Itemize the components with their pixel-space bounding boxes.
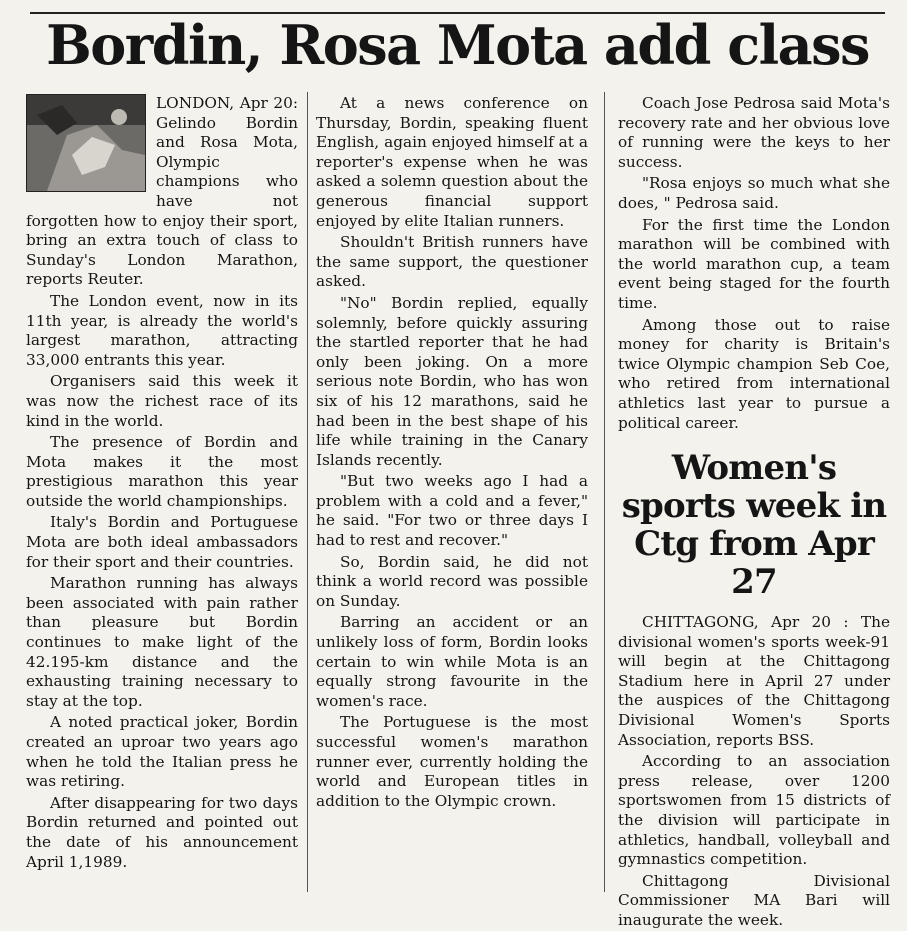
paragraph: "Rosa enjoys so much what she does, " Pedrosa said. bbox=[618, 174, 890, 212]
paragraph: CHITTAGONG, Apr 20 : The divisional women's sports week-91 will begin at the Chittagong Stadium here in April 27 under the auspices of the Chittagong Divisional Women's Sports Association, reports BSS. bbox=[618, 613, 890, 749]
column-rule bbox=[604, 92, 605, 892]
column-1 bbox=[26, 94, 298, 914]
column-rule bbox=[307, 92, 308, 892]
paragraph: LONDON, Apr 20: Gelindo Bordin and Rosa Mota, Olympic champions who have not forgotten how to enjoy their sport, bring an extra touch of class to Sunday's London Marathon, reports Reuter. bbox=[26, 94, 298, 289]
paragraph: Shouldn't British runners have the same support, the questioner asked. bbox=[316, 233, 588, 291]
paragraph: The presence of Bordin and Mota makes it the most prestigious marathon this year outside the world championships. bbox=[26, 433, 298, 510]
paragraph: Barring an accident or an unlikely loss of form, Bordin looks certain to win while Mota is an equally strong favourite in the women's race. bbox=[316, 613, 588, 710]
paragraph: The Portuguese is the most successful women's marathon runner ever, currently holding the world and European titles in addition to the Olympic crown. bbox=[316, 713, 588, 810]
paragraph: "But two weeks ago I had a problem with a cold and a fever," he said. "For two or three days I had to rest and recover." bbox=[316, 472, 588, 550]
paragraph: Chittagong Divisional Commissioner MA Bari will inaugurate the week. bbox=[618, 871, 890, 929]
column-3 bbox=[618, 94, 890, 929]
paragraph: Marathon running has always been associated with pain rather than pleasure but Bordin continues to make light of the 42.195-km distance and the exhausting training necessary to stay at the top. bbox=[26, 574, 298, 710]
paragraph: So, Bordin said, he did not think a world record was possible on Sunday. bbox=[316, 552, 588, 610]
runner-photo-icon bbox=[26, 94, 146, 192]
paragraph: After disappearing for two days Bordin returned and pointed out the date of his announcement April 1,1989. bbox=[26, 793, 298, 871]
paragraph: A noted practical joker, Bordin created an uproar two years ago when he told the Italian press he was retiring. bbox=[26, 713, 298, 791]
headline: Bordin, Rosa Mota add class bbox=[46, 13, 869, 77]
paragraph: Among those out to raise money for charity is Britain's twice Olympic champion Seb Coe, who retired from international athletics last year to pursue a political career. bbox=[618, 315, 890, 432]
paragraph: At a news conference on Thursday, Bordin, speaking fluent English, again enjoyed himself at a reporter's expense when he was asked a solemn question about the generous financial support enjoyed by elite Italian runners. bbox=[316, 94, 588, 230]
paragraph: According to an association press release, over 1200 sportswomen from 15 districts of the division will participate in athletics, handball, volleyball and gymnastics competition. bbox=[618, 752, 890, 869]
paragraph: Organisers said this week it was now the richest race of its kind in the world. bbox=[26, 372, 298, 430]
paragraph: The London event, now in its 11th year, is already the world's largest marathon, attracting 33,000 entrants this year. bbox=[26, 291, 298, 369]
paragraph: For the first time the London marathon will be combined with the world marathon cup, a team event being staged for the fourth time. bbox=[618, 215, 890, 312]
paragraph: Italy's Bordin and Portuguese Mota are both ideal ambassadors for their sport and their countries. bbox=[26, 513, 298, 571]
sidebar-headline: Women's sports week in Ctg from Apr 27 bbox=[621, 448, 887, 603]
paragraph: Coach Jose Pedrosa said Mota's recovery rate and her obvious love of running were the keys to her success. bbox=[618, 94, 890, 171]
column-2 bbox=[316, 94, 588, 914]
paragraph: "No" Bordin replied, equally solemnly, before quickly assuring the startled reporter that he had only been joking. On a more serious note Bordin, who has won six of his 12 marathons, said he had been in the best shape of his life while training in the Canary Islands recently. bbox=[316, 293, 588, 469]
